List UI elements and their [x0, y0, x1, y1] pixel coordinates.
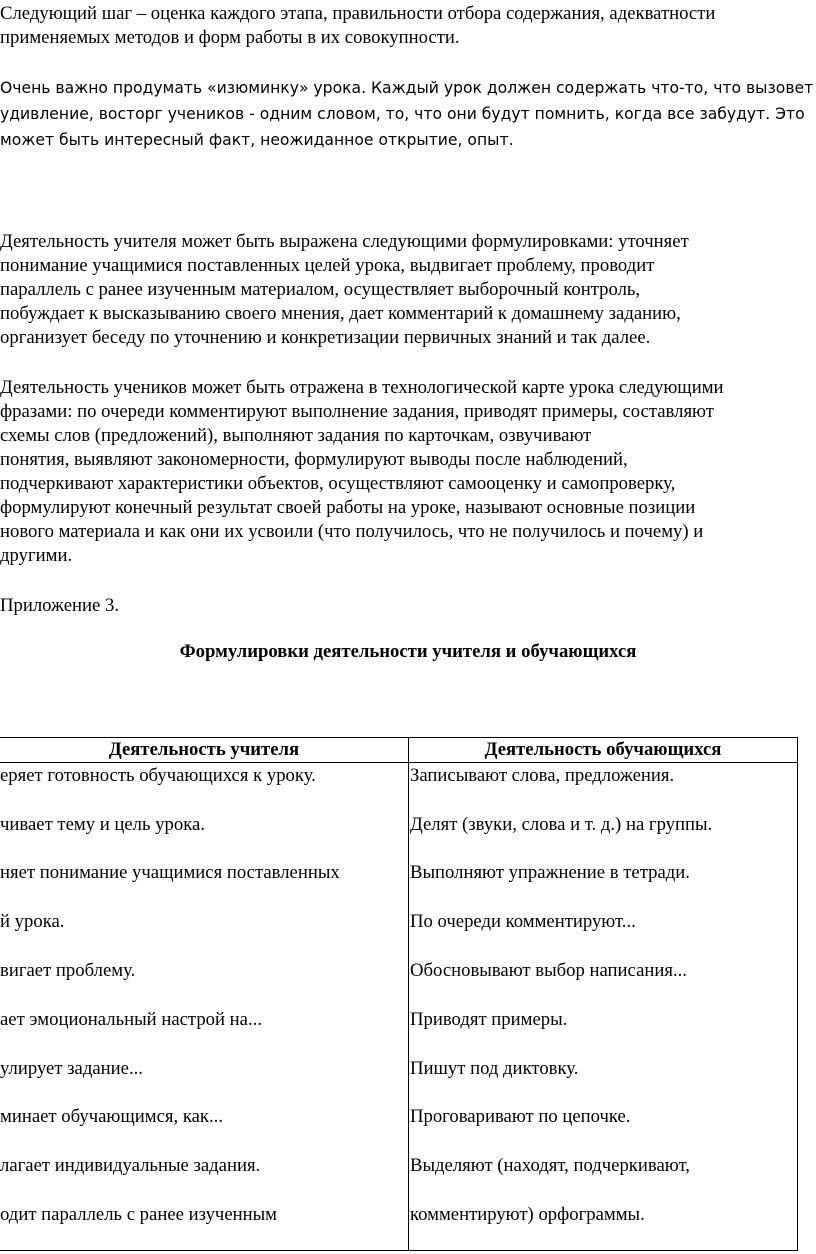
header-students: Деятельность обучающихся — [484, 739, 722, 760]
table-bottom-border — [0, 1250, 798, 1251]
paragraph-line: параллель с ранее изученным материалом, осуществляет выборочный контроль, — [0, 279, 641, 300]
table-cell-students: Обосновывают выбор написания... — [410, 960, 687, 981]
table-cell-teacher: няет понимание учащимися поставленных — [0, 862, 340, 883]
paragraph-line: другими. — [0, 545, 73, 566]
paragraph-line: Следующий шаг – оценка каждого этапа, правильности отбора содержания, адекватности — [0, 3, 716, 24]
paragraph-line: Очень важно продумать «изюминку» урока. Каждый урок должен содержать что-то, что вызовет — [0, 79, 814, 97]
table-right-border — [797, 737, 798, 1251]
table-cell-teacher: лагает индивидуальные задания. — [0, 1155, 261, 1176]
paragraph-line: схемы слов (предложений), выполняют задания по карточкам, озвучивают — [0, 425, 592, 446]
paragraph-line: формулируют конечный результат своей работы на уроке, называют основные позиции — [0, 497, 696, 518]
table-header-border — [0, 762, 798, 763]
table-top-border — [0, 737, 798, 738]
table-cell-students: Выполняют упражнение в тетради. — [410, 862, 690, 883]
header-teacher: Деятельность учителя — [108, 739, 300, 760]
paragraph-line: может быть интересный факт, неожиданное открытие, опыт. — [0, 131, 514, 149]
table-cell-teacher: улирует задание... — [0, 1058, 143, 1079]
paragraph-line: побуждает к высказыванию своего мнения, дает комментарий к домашнему заданию, — [0, 303, 681, 324]
paragraph-line: фразами: по очереди комментируют выполнение задания, приводят примеры, составляют — [0, 401, 714, 422]
table-cell-teacher: й урока. — [0, 911, 65, 932]
appendix-label: Приложение 3. — [0, 595, 119, 616]
table-title: Формулировки деятельности учителя и обучающихся — [179, 641, 637, 662]
table-cell-teacher: еряет готовность обучающихся к уроку. — [0, 765, 316, 786]
paragraph-line: организует беседу по уточнению и конкретизации первичных знаний и так далее. — [0, 327, 651, 348]
paragraph-line: понятия, выявляют закономерности, формулируют выводы после наблюдений, — [0, 449, 628, 470]
paragraph-line: нового материала и как они их усвоили (что получилось, что не получилось и почему) и — [0, 521, 704, 542]
table-cell-teacher: вигает проблему. — [0, 960, 136, 981]
table-cell-teacher: чивает тему и цель урока. — [0, 814, 205, 835]
table-cell-students: Делят (звуки, слова и т. д.) на группы. — [410, 814, 713, 835]
table-cell-students: Записывают слова, предложения. — [410, 765, 675, 786]
table-column-divider — [408, 737, 409, 1251]
table-cell-students: комментируют) орфограммы. — [410, 1204, 645, 1225]
table-cell-students: Пишут под диктовку. — [410, 1058, 579, 1079]
paragraph-line: удивление, восторг учеников - одним словом, то, что они будут помнить, когда все забудут. Это — [0, 105, 805, 123]
paragraph-line: Деятельность учеников может быть отражена в технологической карте урока следующими — [0, 377, 724, 398]
paragraph-line: подчеркивают характеристики объектов, осуществляют самооценку и самопроверку, — [0, 473, 676, 494]
table-cell-teacher: одит параллель с ранее изученным — [0, 1204, 277, 1225]
paragraph-line: понимание учащимися поставленных целей урока, выдвигает проблему, проводит — [0, 255, 655, 276]
table-cell-teacher: ает эмоциональный настрой на... — [0, 1009, 262, 1030]
table-cell-students: По очереди комментируют... — [410, 911, 636, 932]
paragraph-line: Деятельность учителя может быть выражена следующими формулировками: уточняет — [0, 231, 689, 252]
paragraph-line: применяемых методов и форм работы в их совокупности. — [0, 27, 460, 48]
table-cell-students: Приводят примеры. — [410, 1009, 568, 1030]
table-cell-teacher: минает обучающимся, как... — [0, 1106, 224, 1127]
table-cell-students: Выделяют (находят, подчеркивают, — [410, 1155, 690, 1176]
table-cell-students: Проговаривают по цепочке. — [410, 1106, 631, 1127]
